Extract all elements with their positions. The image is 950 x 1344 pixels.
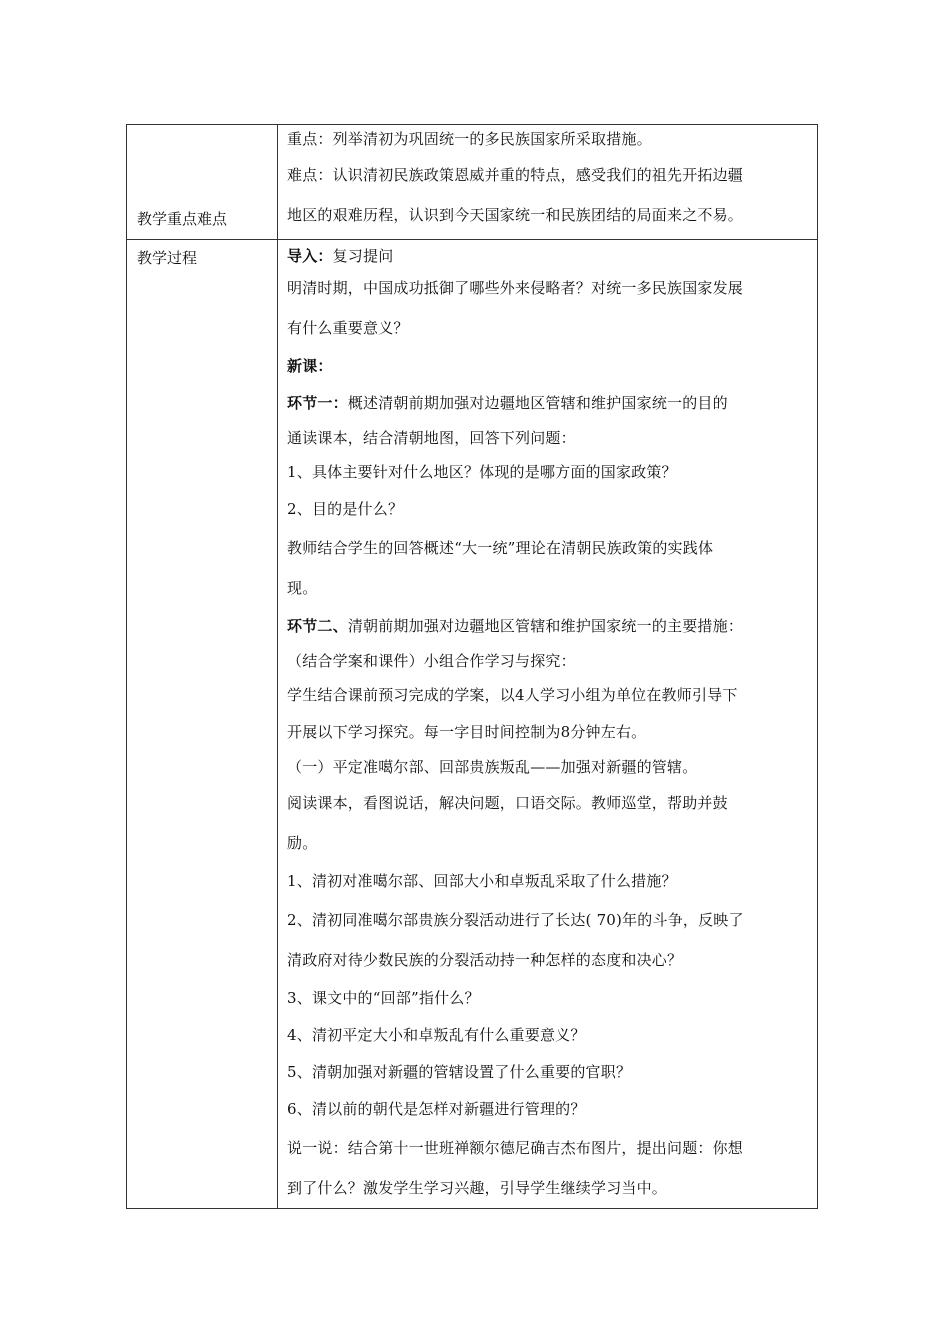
subtopic-question-5: 5、清朝加强对新疆的管辖设置了什么重要的官职？ <box>287 1063 632 1081</box>
section-two-desc-line-1: 学生结合课前预习完成的学案，以4人学习小组为单位在教师引导下 <box>287 686 738 704</box>
discussion-line-1: 说一说：结合第十一世班禅额尔德尼确吉杰布图片，提出问题：你想 <box>287 1139 744 1157</box>
section-one-question-1: 1、具体主要针对什么地区？体现的是哪方面的国家政策？ <box>287 463 677 481</box>
section-one-question-2: 2、目的是什么？ <box>287 500 404 518</box>
content-cell-key-points <box>278 125 818 240</box>
section-one-label: 环节一： <box>287 394 348 412</box>
label-cell-key-points <box>127 125 278 240</box>
intro-text: 复习提问 <box>332 247 394 265</box>
intro-line <box>287 244 811 268</box>
section-one-text: 概述清朝前期加强对边疆地区管辖和维护国家统一的目的 <box>347 394 728 412</box>
section-two-label: 环节二、 <box>287 617 348 635</box>
section-two-desc-line-2: 开展以下学习探究。每一字目时间控制为8分钟左右。 <box>287 723 647 741</box>
discussion-line-2: 到了什么？激发学生学习兴趣，引导学生继续学习当中。 <box>287 1179 668 1197</box>
content-cell-teaching-process <box>278 240 818 1209</box>
intro-heading: 导入： <box>287 247 333 265</box>
subtopic-one-activity-line-1: 阅读课本，看图说话，解决问题，口语交际。教师巡堂，帮助并鼓 <box>287 794 728 812</box>
subtopic-one-activity-line-2: 励。 <box>287 834 318 852</box>
section-one-summary-line-2: 现。 <box>287 579 318 597</box>
subtopic-question-3: 3、课文中的“回部”指什么？ <box>287 989 480 1007</box>
row-label: 教学过程 <box>137 249 198 267</box>
difficulty-line-2: 地区的艰难历程，认识到今天国家统一和民族团结的局面来之不易。 <box>287 206 744 224</box>
section-one-instruction: 通读课本，结合清朝地图，回答下列问题： <box>287 429 576 447</box>
new-lesson-heading: 新课： <box>287 357 333 375</box>
section-two-instruction: （结合学案和课件）小组合作学习与探究： <box>287 652 576 670</box>
subtopic-question-6: 6、清以前的朝代是怎样对新疆进行管理的？ <box>287 1100 586 1118</box>
table-row-key-points <box>127 125 818 240</box>
table-row-teaching-process <box>127 240 818 1209</box>
subtopic-question-2-line-1: 2、清初同准噶尔部贵族分裂活动进行了长达( 70)年的斗争，反映了 <box>287 911 744 929</box>
subtopic-one-heading: （一）平定准噶尔部、回部贵族叛乱——加强对新疆的管辖。 <box>287 758 698 776</box>
review-question-line-1: 明清时期，中国成功抵御了哪些外来侵略者？对统一多民族国家发展 <box>287 279 744 297</box>
label-cell-teaching-process <box>127 240 278 1209</box>
lesson-plan-table <box>126 124 818 1209</box>
section-two-text: 清朝前期加强对边疆地区管辖和维护国家统一的主要措施： <box>347 617 744 635</box>
section-two-heading <box>287 608 811 645</box>
subtopic-question-2-line-2: 清政府对待少数民族的分裂活动持一种怎样的态度和决心？ <box>287 951 683 969</box>
review-question-line-2: 有什么重要意义？ <box>287 319 409 337</box>
section-one-heading <box>287 385 811 422</box>
subtopic-question-4: 4、清初平定大小和卓叛乱有什么重要意义？ <box>287 1026 586 1044</box>
subtopic-question-1: 1、清初对准噶尔部、回部大小和卓叛乱采取了什么措施？ <box>287 872 677 890</box>
row-label: 教学重点难点 <box>137 209 228 228</box>
difficulty-line-1: 难点：认识清初民族政策恩威并重的特点，感受我们的祖先开拓边疆 <box>287 166 744 184</box>
section-one-summary-line-1: 教师结合学生的回答概述“大一统”理论在清朝民族政策的实践体 <box>287 539 714 557</box>
key-point-line: 重点：列举清初为巩固统一的多民族国家所采取措施。 <box>287 130 652 148</box>
